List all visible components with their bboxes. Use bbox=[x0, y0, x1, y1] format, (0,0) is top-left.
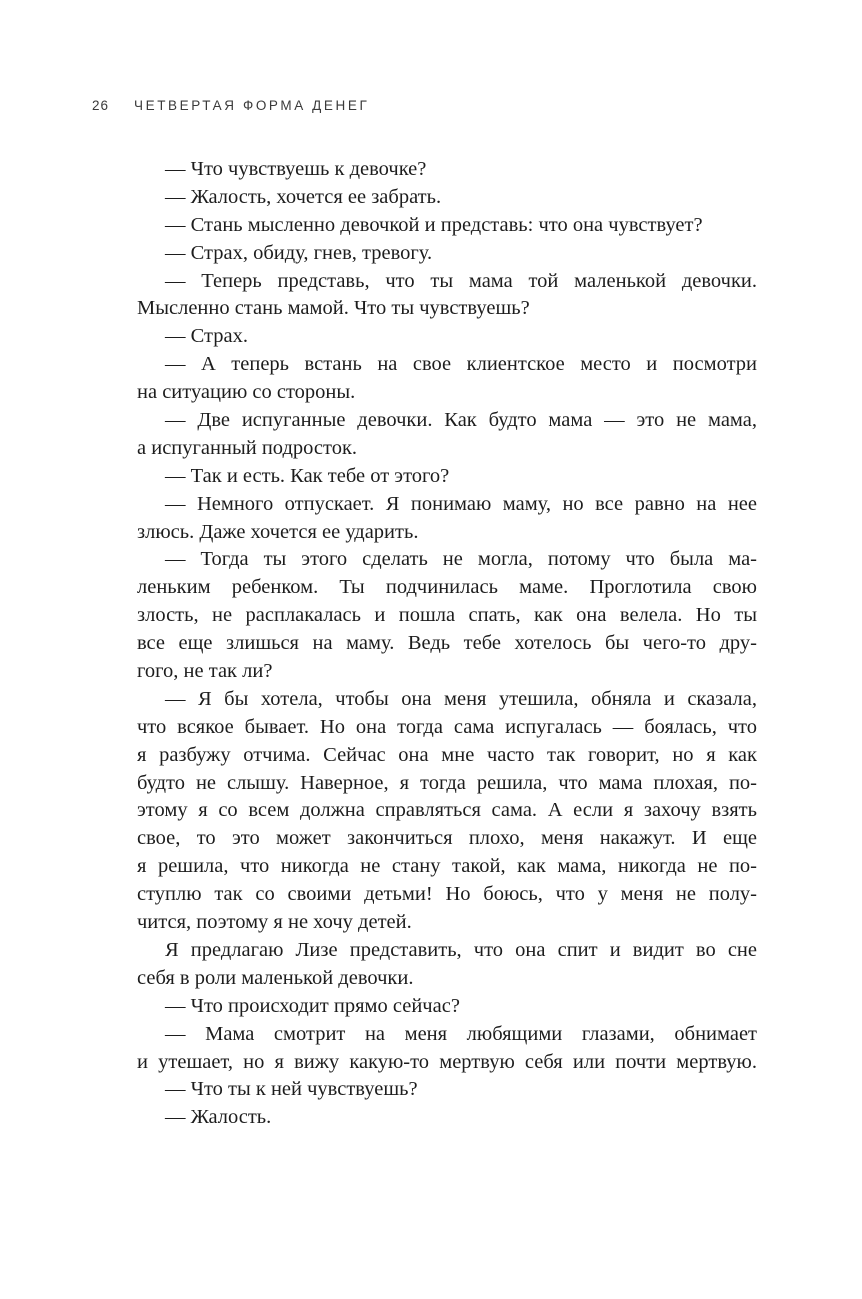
text-line: леньким ребенком. Ты подчинилась маме. Проглотила свою bbox=[137, 576, 757, 599]
text-line: чится, поэтому я не хочу детей. bbox=[137, 911, 412, 934]
text-line: этому я со всем должна справляться сама. А если я захочу взять bbox=[137, 799, 757, 822]
text-line: и утешает, но я вижу какую-то мертвую себя или почти мертвую. bbox=[137, 1050, 757, 1073]
text-line: что всякое бывает. Но она тогда сама испугалась — боялась, что bbox=[137, 715, 757, 738]
text-line: все еще злишься на маму. Ведь тебе хотелось бы чего-то дру- bbox=[137, 632, 757, 655]
text-line: — Жалость, хочется ее забрать. bbox=[165, 185, 442, 208]
text-line: злюсь. Даже хочется ее ударить. bbox=[137, 520, 419, 543]
text-line: — Страх, обиду, гнев, тревогу. bbox=[165, 241, 433, 264]
text-line: — Страх. bbox=[165, 325, 248, 348]
text-line: гого, не так ли? bbox=[137, 660, 273, 683]
text-line: я решила, что никогда не стану такой, как мама, никогда не по- bbox=[137, 855, 757, 878]
text-line: — Тогда ты этого сделать не могла, потому что была ма- bbox=[165, 548, 757, 571]
text-line: — Что ты к ней чувствуешь? bbox=[165, 1078, 418, 1101]
text-line: Мысленно стань мамой. Что ты чувствуешь? bbox=[137, 297, 530, 320]
text-line: себя в роли маленькой девочки. bbox=[137, 966, 414, 989]
text-line: а испуганный подросток. bbox=[137, 436, 358, 459]
text-line: — Жалость. bbox=[165, 1106, 272, 1129]
text-line: — А теперь встань на свое клиентское место и посмотри bbox=[165, 353, 757, 376]
text-line: — Теперь представь, что ты мама той маленькой девочки. bbox=[165, 269, 757, 292]
text-line: будто не слышу. Наверное, я тогда решила, что мама плохая, по- bbox=[137, 771, 757, 794]
text-line: Я предлагаю Лизе представить, что она спит и видит во сне bbox=[165, 938, 757, 961]
body-text bbox=[137, 156, 757, 1132]
text-line: — Стань мысленно девочкой и представь: что она чувствует? bbox=[165, 213, 703, 236]
page-number: 26 bbox=[92, 98, 110, 113]
text-line: я разбужу отчима. Сейчас она мне часто так говорит, но я как bbox=[137, 743, 757, 766]
text-line: — Две испуганные девочки. Как будто мама — это не мама, bbox=[165, 409, 757, 432]
text-line: — Я бы хотела, чтобы она меня утешила, обняла и сказала, bbox=[165, 687, 757, 710]
running-title: ЧЕТВЕРТАЯ ФОРМА ДЕНЕГ bbox=[134, 98, 370, 113]
text-line: ступлю так со своими детьми! Но боюсь, что у меня не полу- bbox=[137, 883, 757, 906]
text-line: — Мама смотрит на меня любящими глазами, обнимает bbox=[165, 1022, 757, 1045]
text-line: — Так и есть. Как тебе от этого? bbox=[165, 464, 450, 487]
text-line: на ситуацию со стороны. bbox=[137, 381, 356, 404]
text-line: злость, не расплакалась и пошла спать, как она велела. Но ты bbox=[137, 604, 757, 627]
text-line: — Немного отпускает. Я понимаю маму, но все равно на нее bbox=[165, 492, 757, 515]
text-line: свое, то это может закончиться плохо, меня накажут. И еще bbox=[137, 827, 757, 850]
running-header bbox=[92, 98, 369, 113]
text-line: — Что чувствуешь к девочке? bbox=[165, 158, 427, 180]
text-line: — Что происходит прямо сейчас? bbox=[165, 994, 460, 1017]
